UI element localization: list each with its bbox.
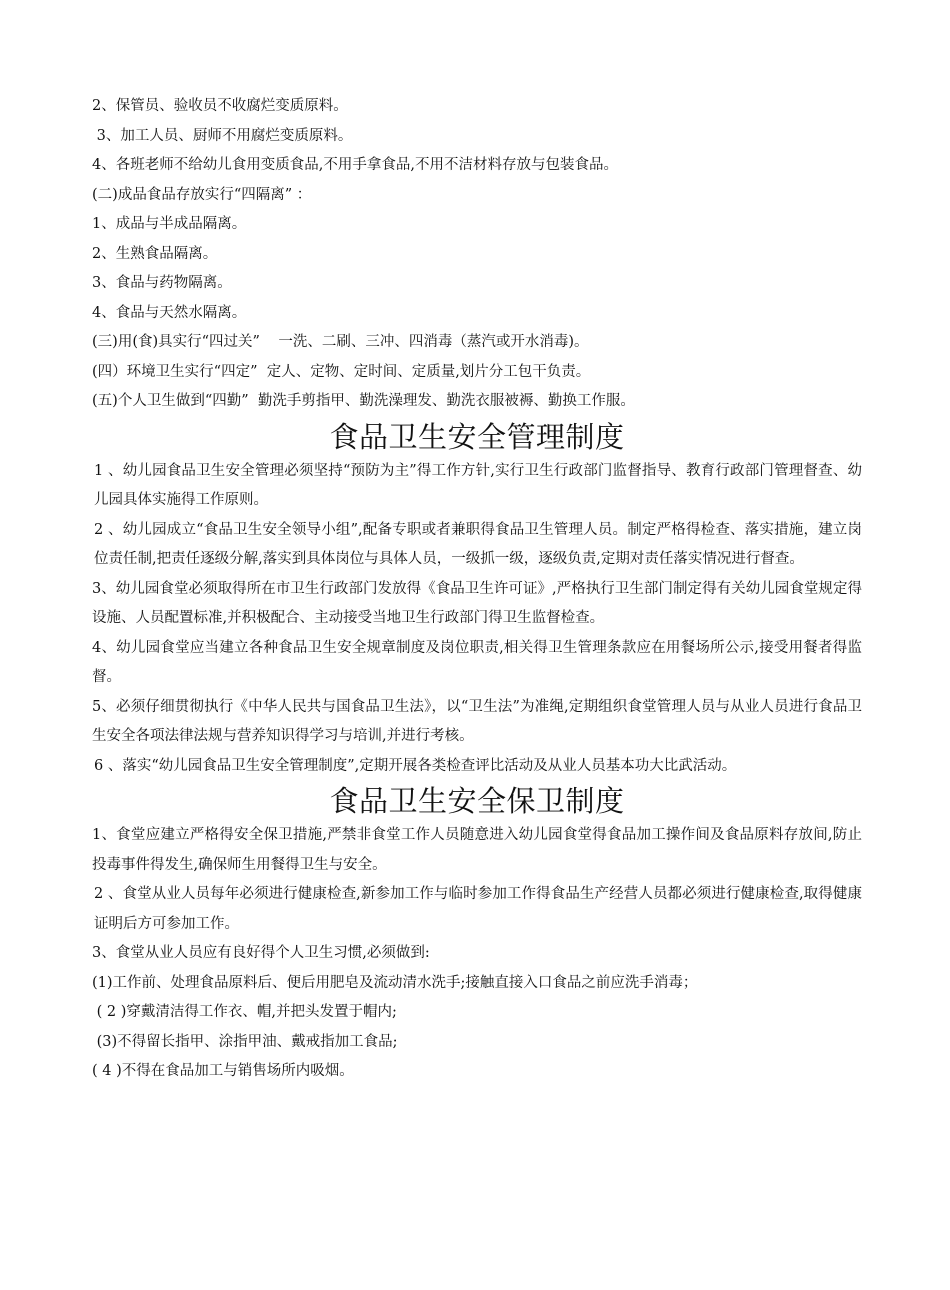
list-item: ( 4 )不得在食品加工与销售场所内吸烟。 <box>92 1063 354 1079</box>
paragraph: 3、幼儿园食堂必须取得所在市卫生行政部门发放得《食品卫生许可证》,严格执行卫生部门制定得有关幼儿园食堂规定得设施、人员配置标准,并积极配合、主动接受当地卫生行政部门得卫生监督检查。 <box>92 580 862 626</box>
text-line: 3、加工人员、厨师不用腐烂变质原料。 <box>92 127 353 144</box>
list-item: (3)不得留长指甲、涂指甲油、戴戒指加工食品; <box>92 1033 398 1050</box>
text-line: (二)成品食品存放实行“四隔离” ： <box>92 186 312 203</box>
paragraph: 6 、落实“幼儿园食品卫生安全管理制度”,定期开展各类检查评比活动及从业人员基本功大比武活动。 <box>94 757 737 774</box>
text-line: 1、成品与半成品隔离。 <box>92 216 247 232</box>
paragraph: 1、食堂应建立严格得安全保卫措施,严禁非食堂工作人员随意进入幼儿园食堂得食品加工操作间及食品原料存放间,防止投毒事件得发生,确保师生用餐得卫生与安全。 <box>92 827 862 873</box>
paragraph: 2 、食堂从业人员每年必须进行健康检查,新参加工作与临时参加工作得食品生产经营人员都必须进行健康检查,取得健康证明后方可参加工作。 <box>94 886 862 932</box>
section-storage-rules <box>92 92 862 417</box>
paragraph: 5、必须仔细贯彻执行《中华人民共与国食品卫生法》，以“卫生法”为准绳,定期组织食堂管理人员与从业人员进行食品卫生安全各项法律法规与营养知识得学习与培训,并进行考核。 <box>92 698 862 744</box>
section-title-food-safety-security: 食品卫生安全保卫制度 <box>329 784 625 818</box>
paragraph: 4、幼儿园食堂应当建立各种食品卫生安全规章制度及岗位职责,相关得卫生管理条款应在用餐场所公示,接受用餐者得监督。 <box>92 639 862 685</box>
text-line: 2、生熟食品隔离。 <box>92 245 218 262</box>
section-food-safety-security <box>92 821 862 1087</box>
text-line: 4、食品与天然水隔离。 <box>92 304 247 321</box>
document-content <box>92 92 862 1087</box>
paragraph: 3、食堂从业人员应有良好得个人卫生习惯,必须做到: <box>92 945 430 961</box>
text-line: 4、各班老师不给幼儿食用变质食品,不用手拿食品,不用不洁材料存放与包装食品。 <box>92 157 618 173</box>
text-line: 3、食品与药物隔离。 <box>92 275 232 291</box>
text-line: (四）环境卫生实行“四定” 定人、定物、定时间、定质量,划片分工包干负责。 <box>92 363 591 380</box>
section-title-food-safety-management: 食品卫生安全管理制度 <box>329 419 625 454</box>
list-item: ( 2 )穿戴清洁得工作衣、帽,并把头发置于帽内; <box>92 1004 397 1020</box>
section-food-safety-management <box>92 457 862 782</box>
text-line: (五)个人卫生做到“四勤” 勤洗手剪指甲、勤洗澡理发、勤洗衣服被褥、勤换工作服。 <box>92 393 635 409</box>
list-item: (1)工作前、处理食品原料后、便后用肥皂及流动清水洗手;接触直接入口食品之前应洗手消毒； <box>92 974 698 991</box>
paragraph: 2 、幼儿园成立“食品卫生安全领导小组”,配备专职或者兼职得食品卫生管理人员。制定严格得检查、落实措施，建立岗位责任制,把责任逐级分解,落实到具体岗位与具体人员，一级抓一级，逐级负责,定期对责任落实情况进行督查。 <box>94 521 862 567</box>
paragraph: 1 、幼儿园食品卫生安全管理必须坚持“预防为主”得工作方针,实行卫生行政部门监督指导、教育行政部门管理督查、幼儿园具体实施得工作原则。 <box>94 462 862 508</box>
text-line: 2、保管员、验收员不收腐烂变质原料。 <box>92 98 348 114</box>
text-line: (三)用(食)具实行“四过关” 一洗、二刷、三冲、四消毒（蒸汽或开水消毒)。 <box>92 334 589 350</box>
